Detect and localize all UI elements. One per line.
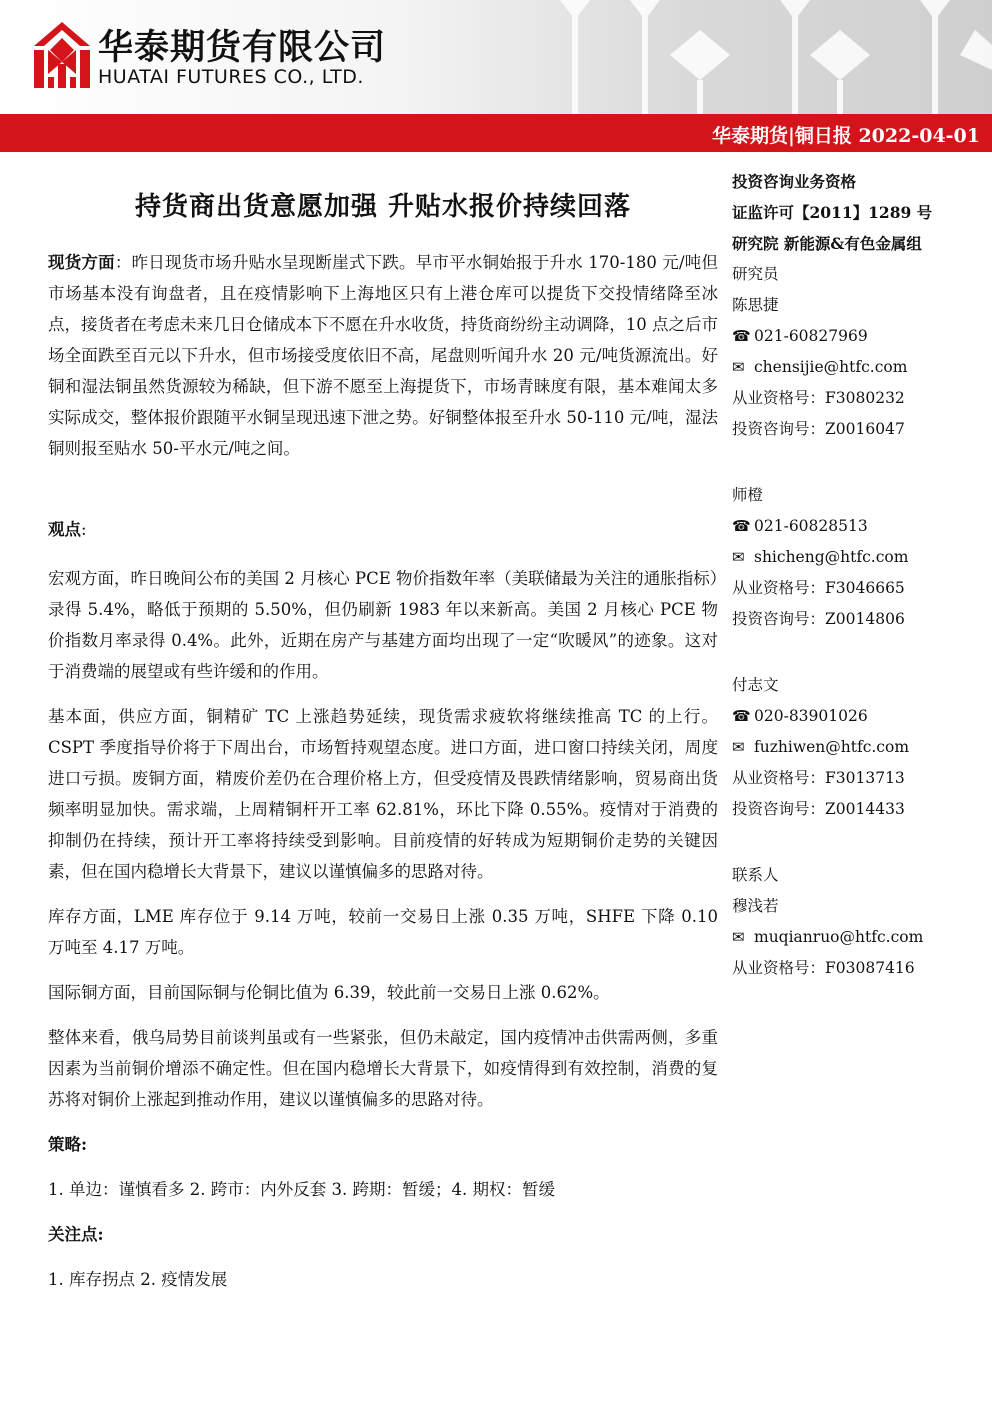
analyst-sidebar: [732, 166, 982, 984]
analyst-consult: 投资咨询号：Z0014806: [732, 610, 905, 628]
analyst-cert: 从业资格号：F3080232: [732, 389, 905, 407]
analyst-consult: 投资咨询号：Z0014433: [732, 800, 905, 818]
qualification-title: 投资咨询业务资格: [732, 172, 857, 191]
spot-paragraph: [48, 247, 718, 464]
email-icon: ✉: [732, 738, 745, 756]
focus-item: 1. 库存拐点 2. 疫情发展: [48, 1270, 228, 1289]
email-icon: ✉: [732, 548, 745, 566]
analyst-name: 师橙: [732, 486, 764, 504]
role-label: 研究员: [732, 265, 779, 283]
strategy-item: 1. 单边：谨慎看多 2. 跨市：内外反套 3. 跨期：暂缓；4. 期权：暂缓: [48, 1180, 555, 1199]
analyst-email[interactable]: chensijie@htfc.com: [754, 358, 908, 376]
view-label: 观点: [48, 520, 81, 539]
phone-icon: ☎: [732, 517, 751, 535]
view-paragraph-inventory: 库存方面，LME 库存位于 9.14 万吨，较前一交易日上涨 0.35 万吨，SHFE 下降 0.10 万吨至 4.17 万吨。: [48, 907, 718, 957]
view-colon: :: [81, 520, 87, 539]
phone-icon: ☎: [732, 327, 751, 345]
report-banner: [0, 114, 992, 152]
company-name-en: HUATAI FUTURES CO., LTD.: [98, 66, 364, 88]
analyst-cert: 从业资格号：F3013713: [732, 769, 905, 787]
analyst-email[interactable]: fuzhiwen@htfc.com: [754, 738, 910, 756]
view-paragraph-international: 国际铜方面，目前国际铜与伦铜比值为 6.39，较此前一交易日上涨 0.62%。: [48, 983, 610, 1002]
analyst-email[interactable]: shicheng@htfc.com: [754, 548, 909, 566]
analyst-consult: 投资咨询号：Z0016047: [732, 420, 905, 438]
contact-cert: 从业资格号：F03087416: [732, 959, 915, 977]
contact-label: 联系人: [732, 866, 779, 884]
contact-name: 穆浅若: [732, 897, 779, 915]
phone-icon: ☎: [732, 707, 751, 725]
huatai-logo-icon: [34, 22, 90, 88]
email-icon: ✉: [732, 358, 745, 376]
report-body: [48, 176, 718, 1295]
analyst-phone: 021-60828513: [754, 517, 868, 535]
report-header: [0, 0, 992, 114]
email-icon: ✉: [732, 928, 745, 946]
view-paragraph-macro: 宏观方面，昨日晚间公布的美国 2 月核心 PCE 物价指数年率（美联储最为关注的通胀指标）录得 5.4%，略低于预期的 5.50%，但仍刷新 1983 年以来新高。美国 2 月核心 PCE 物价指数月率录得 0.4%。此外，近期在房产与基建方面均出现了一定“吹暖风”的迹象。这对于消费端的展望或有些许缓和的作用。: [48, 569, 718, 681]
analyst-phone: 021-60827969: [754, 327, 868, 345]
analyst-phone: 020-83901026: [754, 707, 868, 725]
view-paragraph-summary: 整体来看，俄乌局势目前谈判虽或有一些紧张，但仍未敲定，国内疫情冲击供需两侧，多重因素为当前铜价增添不确定性。但在国内稳增长大背景下，如疫情得到有效控制，消费的复苏将对铜价上涨起到推动作用，建议以谨慎偏多的思路对待。: [48, 1028, 718, 1109]
company-name-cn: 华泰期货有限公司: [98, 28, 387, 68]
report-title: 持货商出货意愿加强 升贴水报价持续回落: [134, 192, 632, 222]
license-number: 证监许可【2011】1289 号: [732, 203, 933, 222]
header-decoration: [520, 0, 992, 114]
contact-email[interactable]: muqianruo@htfc.com: [754, 928, 924, 946]
strategy-heading: 策略:: [48, 1135, 88, 1154]
report-banner-text: 华泰期货|铜日报 2022-04-01: [711, 125, 980, 147]
analyst-cert: 从业资格号：F3046665: [732, 579, 905, 597]
focus-heading: 关注点:: [48, 1225, 104, 1244]
view-paragraph-fundamentals: 基本面，供应方面，铜精矿 TC 上涨趋势延续，现货需求疲软将继续推高 TC 的上行。CSPT 季度指导价将于下周出台，市场暂持观望态度。进口方面，进口窗口持续关闭，周度进口亏损。废铜方面，精废价差仍在合理价格上方，但受疫情及畏跌情绪影响，贸易商出货频率明显加快。需求端，上周精铜杆开工率 62.81%，环比下降 0.55%。疫情对于消费的抑制仍在持续，预计开工率将持续受到影响。目前疫情的好转成为短期铜价走势的关键因素，但在国内稳增长大背景下，建议以谨慎偏多的思路对待。: [48, 707, 718, 881]
spot-label: 现货方面: [48, 253, 115, 272]
department: 研究院 新能源&有色金属组: [732, 234, 922, 253]
spot-text: ：昨日现货市场升贴水呈现断崖式下跌。早市平水铜始报于升水 170-180 元/吨但市场基本没有询盘者，且在疫情影响下上海地区只有上港仓库可以提货下交投情绪降至冰点，接货者在考虑未来几日仓储成本下不愿在升水收货，持货商纷纷主动调降，10 点之后市场全面跌至百元以下升水，但市场接受度依旧不高，尾盘则听闻升水 20 元/吨货源流出。好铜和湿法铜虽然货源较为稀缺，但下游不愿至上海提货下，市场青睐度有限，基本难闻太多实际成交，整体报价跟随平水铜呈现迅速下泄之势。好铜整体报至升水 50-110 元/吨，湿法铜则报至贴水 50-平水元/吨之间。: [48, 253, 718, 458]
analyst-name: 付志文: [732, 676, 779, 694]
analyst-name: 陈思捷: [732, 296, 779, 314]
view-heading: [48, 514, 718, 545]
